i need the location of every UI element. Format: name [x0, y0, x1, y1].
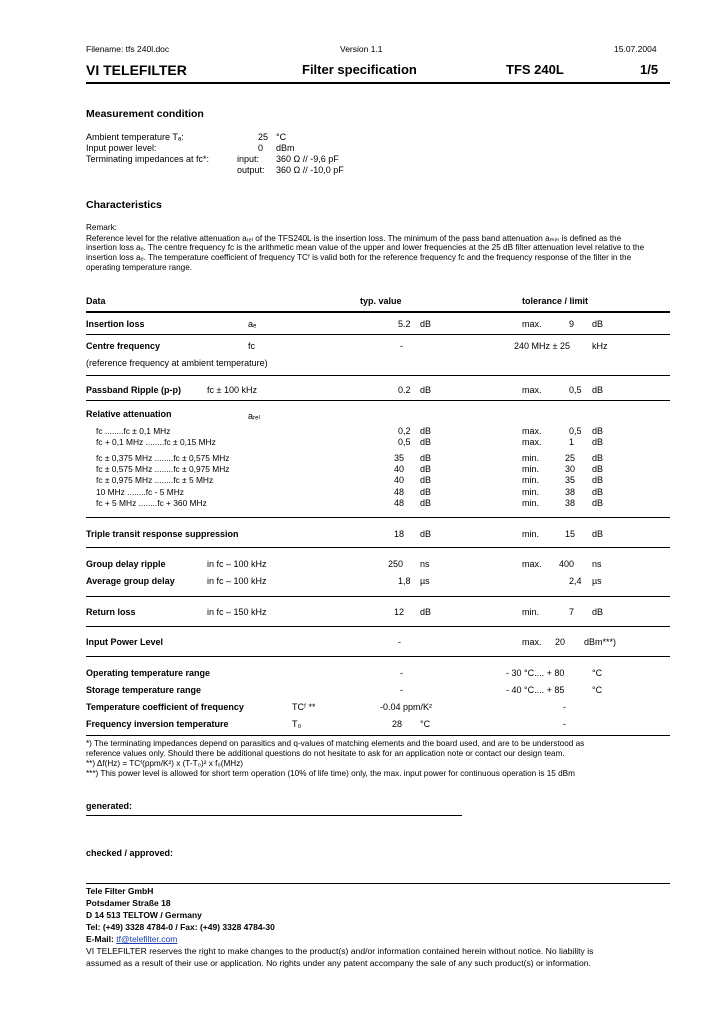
- row-limit: -: [563, 719, 566, 729]
- row-limit-unit: dB: [592, 319, 604, 329]
- row-label: Return loss: [86, 607, 136, 617]
- generated-label: generated:: [86, 801, 133, 811]
- row-limit-type: max.: [522, 385, 542, 395]
- footer-email: [86, 934, 177, 944]
- row-label: Average group delay: [86, 576, 175, 586]
- footer-street: Potsdamer Straße 18: [86, 898, 171, 908]
- row-limit: 2,4: [569, 576, 582, 586]
- footer-company: Tele Filter GmbH: [86, 886, 154, 896]
- row-label: Centre frequency: [86, 341, 161, 351]
- footer-city: D 14 513 TELTOW / Germany: [86, 910, 202, 920]
- row-limit: 15: [565, 529, 576, 539]
- footnote: *) The terminating impedances depend on parasitics and q-values of matching elements and the board used, and are to be understood as: [86, 739, 585, 748]
- footnote: **) Δf(Hz) = TCᶠ(ppm/K²) x (T-T₀)² x f₀(MHz): [86, 759, 244, 768]
- row-typ: 12: [394, 607, 405, 617]
- row-label: Passband Ripple (p-p): [86, 385, 182, 395]
- attenuation-range: fᴄ ± 0,375 MHz ........fᴄ ± 0,575 MHz: [96, 453, 230, 463]
- col-data: Data: [86, 296, 106, 306]
- row-limit: 7: [569, 607, 575, 617]
- row-limit: 240 MHz ± 25: [514, 341, 570, 351]
- measurement-title: Measurement condition: [86, 108, 204, 120]
- power-label: Input power level:: [86, 143, 157, 153]
- row-limit-type: min.: [522, 607, 540, 617]
- footnote: reference values only. Should there be additional questions do not hesitate to ask for an application note or contact our design team.: [86, 749, 565, 758]
- row-symbol: aₑ: [248, 319, 257, 329]
- attenuation-typ: 48: [394, 498, 405, 508]
- attenuation-unit: dB: [420, 453, 432, 463]
- disclaimer: assumed as a result of their use or application. No rights under any patent accompany the sale of any such product(s) or information.: [86, 958, 591, 968]
- impedance-input-value: 360 Ω // -9,6 pF: [276, 154, 339, 164]
- row-limit: 9: [569, 319, 575, 329]
- row-rule: [86, 735, 670, 736]
- remark-label: Remark:: [86, 223, 117, 232]
- row-symbol: fᴄ ± 100 kHz: [207, 385, 257, 395]
- row-limit: 0,5: [569, 385, 582, 395]
- row-limit: 400: [559, 559, 575, 569]
- row-limit-type: max.: [522, 637, 542, 647]
- row-typ-unit: ns: [420, 559, 430, 569]
- col-typ: typ. value: [360, 296, 402, 306]
- row-typ: 5.2: [398, 319, 411, 329]
- attenuation-limit: 1: [569, 437, 575, 447]
- attenuation-range: fᴄ ........fᴄ ± 0,1 MHz: [96, 426, 171, 436]
- row-note: (reference frequency at ambient temperature): [86, 358, 268, 368]
- attenuation-limit-type: min.: [522, 464, 540, 474]
- row-typ: 0.2: [398, 385, 411, 395]
- row-rule: [86, 334, 670, 335]
- attenuation-unit: dB: [420, 487, 432, 497]
- row-label: Frequency inversion temperature: [86, 719, 229, 729]
- page-number: 1/5: [640, 62, 659, 77]
- row-limit-unit: ns: [592, 559, 602, 569]
- email-link[interactable]: tf@telefilter.com: [116, 934, 178, 944]
- row-limit: -: [563, 702, 566, 712]
- attenuation-typ: 40: [394, 475, 405, 485]
- impedance-label: Terminating impedances at fᴄ*:: [86, 154, 210, 164]
- row-limit-type: max.: [522, 319, 542, 329]
- attenuation-limit-type: min.: [522, 487, 540, 497]
- attenuation-limit-unit: dB: [592, 426, 604, 436]
- attenuation-limit: 25: [565, 453, 576, 463]
- row-limit: 20: [555, 637, 566, 647]
- attenuation-typ: 48: [394, 487, 405, 497]
- row-label: Temperature coefficient of frequency: [86, 702, 244, 712]
- row-typ: -: [400, 341, 403, 351]
- row-symbol: in fᴄ – 150 kHz: [207, 607, 267, 617]
- row-symbol: fᴄ: [248, 341, 256, 351]
- footnote: ***) This power level is allowed for short term operation (10% of life time) only, the max. input power for continuous operation is 15 dBm: [86, 769, 575, 778]
- row-symbol: T₀: [292, 719, 302, 729]
- attenuation-range: fᴄ + 0,1 MHz ........fᴄ ± 0,15 MHz: [96, 437, 216, 447]
- attenuation-limit: 38: [565, 487, 576, 497]
- impedance-output-value: 360 Ω // -10,0 pF: [276, 165, 344, 175]
- remark-line: Reference level for the relative attenuation aᵣₑₗ of the TFS240L is the insertion loss. The minimum of the pass band attenuation aₘᵢₙ is defined as the: [86, 234, 622, 243]
- company-name: TELEFILTER: [103, 62, 187, 78]
- checked-label: checked / approved:: [86, 848, 174, 858]
- attenuation-limit-unit: dB: [592, 437, 604, 447]
- row-symbol: aᵣₑₗ: [248, 411, 261, 421]
- ambient-label: Ambient temperature Tₐ:: [86, 132, 184, 142]
- logo-mark: VI: [86, 62, 100, 78]
- col-tolerance: tolerance / limit: [522, 296, 589, 306]
- impedance-input-label: input:: [237, 154, 260, 164]
- row-label: Relative attenuation: [86, 409, 172, 419]
- row-symbol: in fᴄ – 100 kHz: [207, 576, 267, 586]
- row-label: Input Power Level: [86, 637, 164, 647]
- remark-line: insertion loss aₑ. The centre frequency fᴄ is the arithmetic mean value of the upper and lower frequencies at the 25 dB filter attenuation level relative to the: [86, 243, 645, 252]
- attenuation-unit: dB: [420, 498, 432, 508]
- attenuation-limit-unit: dB: [592, 475, 604, 485]
- row-rule: [86, 626, 670, 627]
- row-typ: -0.04 ppm/K²: [380, 702, 433, 712]
- attenuation-range: fᴄ + 5 MHz ........fᴄ + 360 MHz: [96, 498, 207, 508]
- row-typ: 18: [394, 529, 405, 539]
- row-label: Insertion loss: [86, 319, 145, 329]
- row-limit: - 30 °C.... + 80: [506, 668, 565, 678]
- attenuation-limit-type: max.: [522, 437, 542, 447]
- row-limit-unit: dBm***): [584, 637, 617, 647]
- row-typ: -: [398, 637, 401, 647]
- power-value: 0: [258, 143, 264, 153]
- attenuation-range: fᴄ ± 0,575 MHz ........fᴄ ± 0,975 MHz: [96, 464, 230, 474]
- date: 15.07.2004: [614, 44, 657, 54]
- attenuation-limit-unit: dB: [592, 464, 604, 474]
- attenuation-limit: 38: [565, 498, 576, 508]
- row-limit-unit: kHz: [592, 341, 608, 351]
- row-rule: [86, 596, 670, 597]
- version: Version 1.1: [340, 44, 383, 54]
- row-label: Group delay ripple: [86, 559, 166, 569]
- row-typ-unit: µs: [420, 576, 430, 586]
- row-label: Triple transit response suppression: [86, 529, 239, 539]
- row-label: Storage temperature range: [86, 685, 202, 695]
- row-label: Operating temperature range: [86, 668, 211, 678]
- attenuation-typ: 0,2: [398, 426, 411, 436]
- company-logo: [86, 62, 187, 78]
- attenuation-limit-type: max.: [522, 426, 542, 436]
- row-limit-type: max.: [522, 559, 542, 569]
- row-typ-unit: dB: [420, 529, 432, 539]
- attenuation-unit: dB: [420, 464, 432, 474]
- footer-rule: [86, 883, 670, 884]
- row-typ: 250: [388, 559, 404, 569]
- email-label: E-Mail:: [86, 934, 114, 944]
- attenuation-unit: dB: [420, 426, 432, 436]
- table-rule: [86, 311, 670, 313]
- characteristics-title: Characteristics: [86, 199, 162, 211]
- row-rule: [86, 547, 670, 548]
- generated-signature-line: [86, 815, 462, 816]
- attenuation-limit-unit: dB: [592, 487, 604, 497]
- attenuation-limit-type: min.: [522, 498, 540, 508]
- row-limit-unit: °C: [592, 668, 603, 678]
- footer-tel: Tel: (+49) 3328 4784-0 / Fax: (+49) 3328 4784-30: [86, 922, 275, 932]
- attenuation-limit: 0,5: [569, 426, 582, 436]
- attenuation-typ: 40: [394, 464, 405, 474]
- ambient-unit: °C: [276, 132, 287, 142]
- filename: Filename: tfs 240l.doc: [86, 44, 170, 54]
- attenuation-unit: dB: [420, 475, 432, 485]
- header-rule: [86, 82, 670, 84]
- attenuation-typ: 35: [394, 453, 405, 463]
- row-limit-unit: dB: [592, 607, 604, 617]
- attenuation-limit-type: min.: [522, 453, 540, 463]
- attenuation-limit-unit: dB: [592, 498, 604, 508]
- row-typ: -: [400, 685, 403, 695]
- row-typ: -: [400, 668, 403, 678]
- row-typ: 1,8: [398, 576, 411, 586]
- remark-line: operating temperature range.: [86, 263, 193, 272]
- row-rule: [86, 400, 670, 401]
- attenuation-limit: 35: [565, 475, 576, 485]
- row-typ-unit: °C: [420, 719, 431, 729]
- ambient-value: 25: [258, 132, 269, 142]
- disclaimer: VI TELEFILTER reserves the right to make changes to the product(s) and/or information contained herein without notice. No liability is: [86, 946, 594, 956]
- row-limit-unit: dB: [592, 529, 604, 539]
- attenuation-limit-type: min.: [522, 475, 540, 485]
- product-name: TFS 240L: [506, 62, 564, 77]
- attenuation-typ: 0,5: [398, 437, 411, 447]
- row-symbol: in fᴄ – 100 kHz: [207, 559, 267, 569]
- attenuation-range: 10 MHz ........fᴄ - 5 MHz: [96, 487, 184, 497]
- attenuation-limit-unit: dB: [592, 453, 604, 463]
- row-symbol: TCᶠ **: [292, 702, 316, 712]
- attenuation-range: fᴄ ± 0,975 MHz ........fᴄ ± 5 MHz: [96, 475, 214, 485]
- row-rule: [86, 656, 670, 657]
- row-limit-unit: °C: [592, 685, 603, 695]
- impedance-output-label: output:: [237, 165, 265, 175]
- row-typ-unit: dB: [420, 607, 432, 617]
- row-limit: - 40 °C.... + 85: [506, 685, 565, 695]
- row-typ-unit: dB: [420, 319, 432, 329]
- attenuation-unit: dB: [420, 437, 432, 447]
- attenuation-limit: 30: [565, 464, 576, 474]
- row-limit-unit: dB: [592, 385, 604, 395]
- doc-title: Filter specification: [302, 62, 417, 77]
- row-limit-type: min.: [522, 529, 540, 539]
- row-rule: [86, 517, 670, 518]
- power-unit: dBm: [276, 143, 295, 153]
- remark-line: insertion loss aₑ. The temperature coefficient of frequency TCᶠ is valid both for the reference frequency fᴄ and the frequency response of the filter in the: [86, 253, 632, 262]
- row-limit-unit: µs: [592, 576, 602, 586]
- row-typ: 28: [392, 719, 403, 729]
- row-typ-unit: dB: [420, 385, 432, 395]
- row-rule: [86, 375, 670, 376]
